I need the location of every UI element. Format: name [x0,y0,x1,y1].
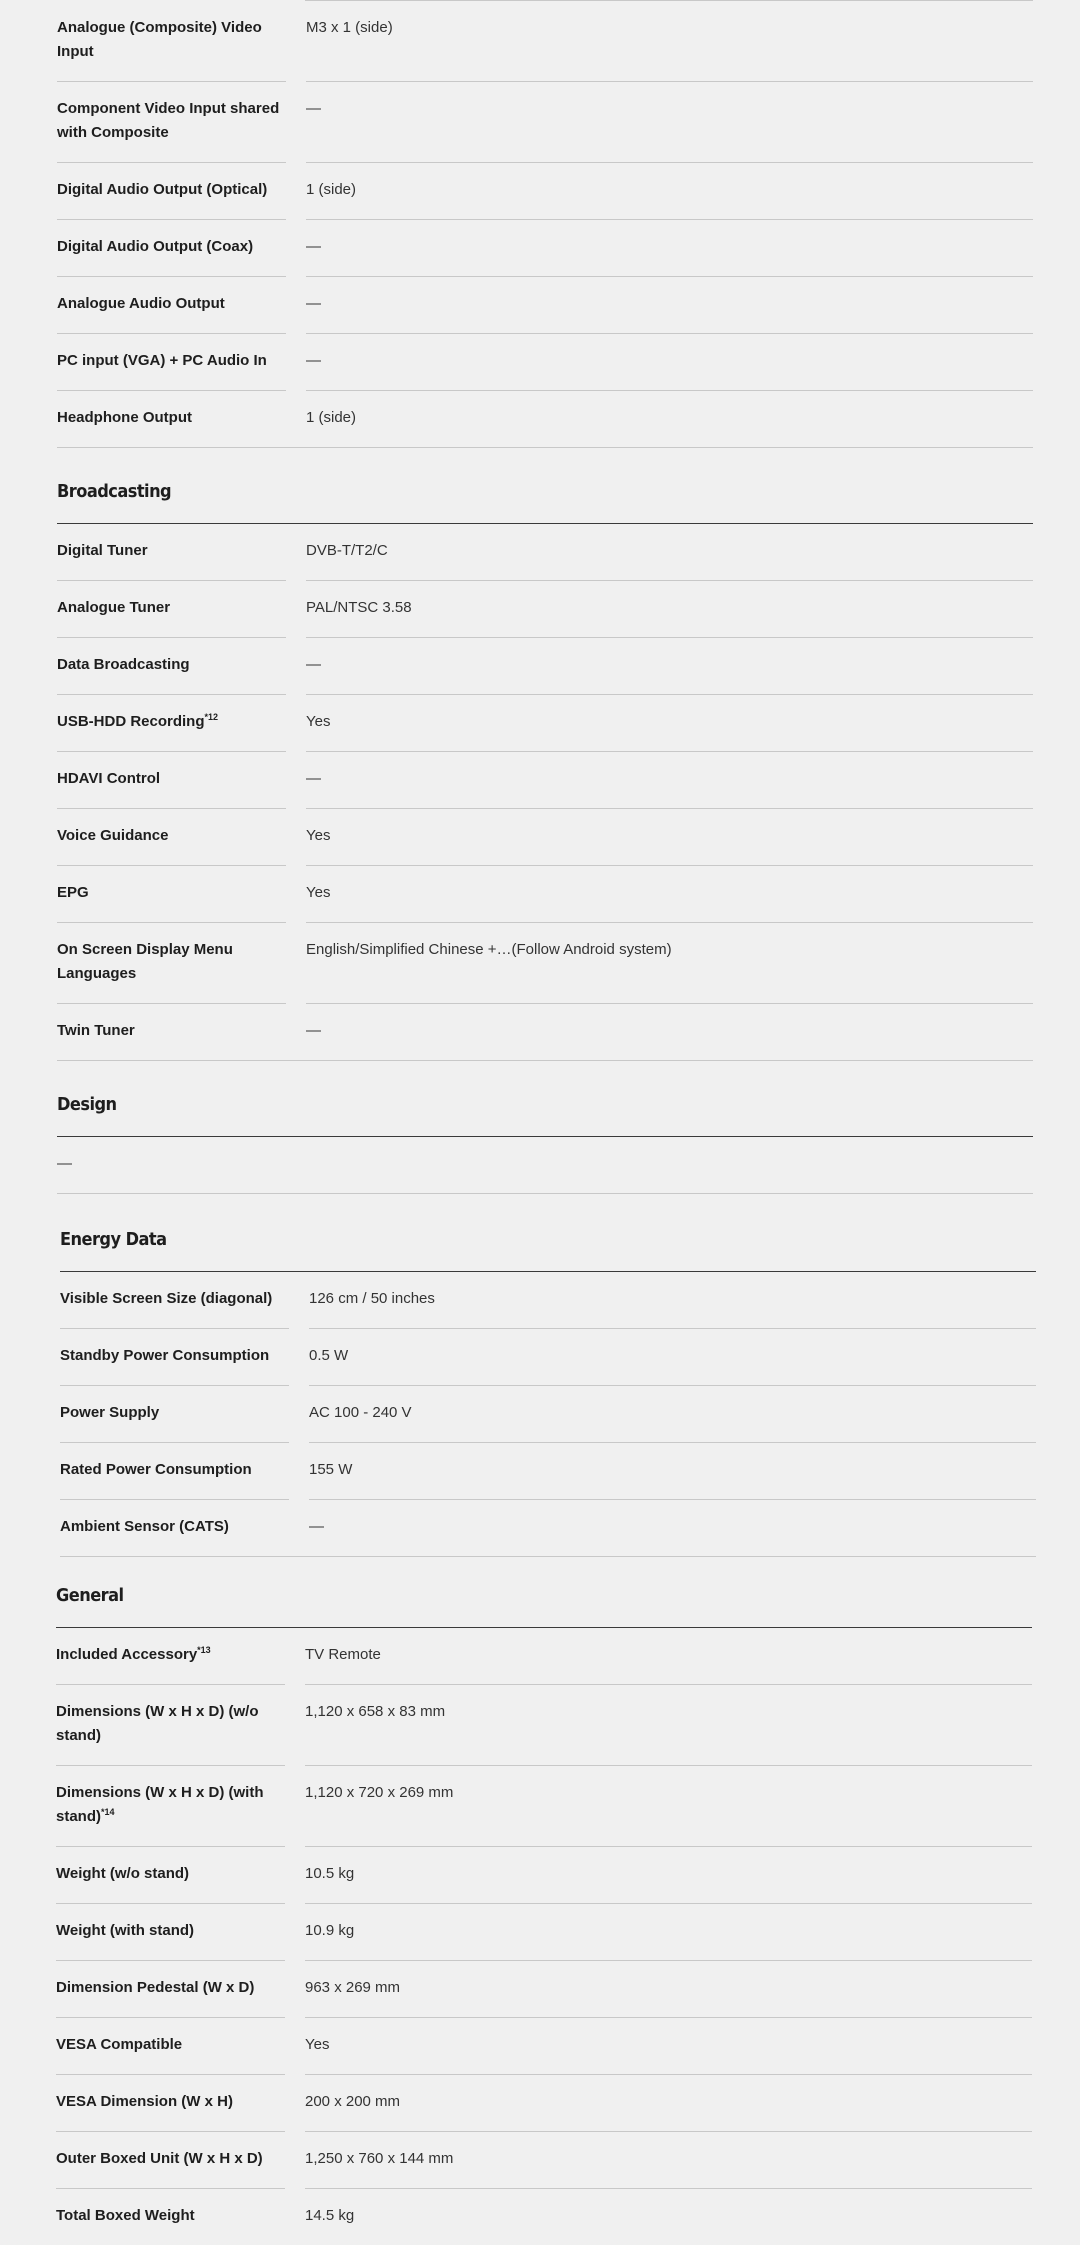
spec-value: — [306,1022,321,1039]
row-divider [60,1556,1036,1557]
spec-row [57,81,1033,162]
spec-row [57,808,1033,865]
row-divider [57,447,1033,448]
spec-row [57,580,1033,637]
spec-row [57,637,1033,694]
spec-row [57,390,1033,447]
spec-label: Analogue (Composite) Video Input [57,19,262,60]
spec-row [56,1684,1032,1765]
spec-value: TV Remote [305,1646,381,1663]
spec-value: 0.5 W [309,1347,349,1364]
spec-label: Weight (with stand) [56,1922,195,1939]
spec-label: Dimension Pedestal (W x D) [56,1979,255,1996]
spec-value: 155 W [309,1461,353,1478]
spec-label: Power Supply [60,1404,160,1421]
spec-row [56,1765,1032,1846]
spec-label: Included Accessory$^{*13}$ [56,1645,211,1663]
spec-row [57,922,1033,1003]
spec-row [57,1003,1033,1060]
spec-value: 200 x 200 mm [305,2093,401,2110]
spec-value: — [306,295,321,312]
spec-label: Digital Audio Output (Optical) [57,181,268,198]
spec-row [57,219,1033,276]
spec-row [60,1499,1036,1556]
spec-label: VESA Dimension (W x H) [56,2093,233,2110]
spec-value: AC 100 - 240 V [309,1404,412,1421]
spec-row [60,1385,1036,1442]
spec-value: 1,120 x 720 x 269 mm [305,1784,454,1801]
spec-label: Twin Tuner [57,1022,135,1039]
spec-row [57,276,1033,333]
spec-value: Yes [305,2036,330,2053]
spec-label: Dimensions (W x H x D) (w/o stand) [56,1703,259,1744]
spec-row [56,1846,1032,1903]
spec-label: VESA Compatible [56,2036,183,2053]
spec-row [57,1136,1033,1193]
spec-value: — [306,352,321,369]
spec-value: 1 (side) [306,181,357,198]
section-title: Design [57,1094,117,1115]
spec-value: 1,250 x 760 x 144 mm [305,2150,454,2167]
spec-value: — [309,1518,324,1535]
spec-row [57,523,1033,580]
spec-label: Analogue Audio Output [57,295,225,312]
spec-row [57,865,1033,922]
section-title: General [56,1585,124,1606]
spec-value: PAL/NTSC 3.58 [306,599,412,616]
spec-label: Outer Boxed Unit (W x H x D) [56,2150,263,2167]
spec-label: Headphone Output [57,409,192,426]
spec-label: On Screen Display Menu Languages [57,941,233,982]
spec-label: HDAVI Control [57,770,161,787]
spec-label: Visible Screen Size (diagonal) [60,1290,273,1307]
spec-label: Analogue Tuner [57,599,171,616]
spec-label: Digital Tuner [57,542,148,559]
spec-row [56,2188,1032,2245]
spec-row [60,1328,1036,1385]
spec-row [60,1442,1036,1499]
spec-row [56,1903,1032,1960]
spec-value: DVB-T/T2/C [306,542,388,559]
spec-label: Voice Guidance [57,827,169,844]
spec-value: — [306,100,321,117]
spec-value: 126 cm / 50 inches [309,1290,435,1307]
spec-value: 963 x 269 mm [305,1979,401,1996]
spec-label: PC input (VGA) + PC Audio In [57,352,267,369]
spec-row [56,1627,1032,1684]
spec-value: 14.5 kg [305,2207,355,2224]
spec-row [57,0,1033,81]
footnote-marker[interactable]: *13 [197,1645,211,1655]
spec-label: Data Broadcasting [57,656,190,673]
spec-value: English/Simplified Chinese +…(Follow Android system) [306,941,672,958]
spec-row [60,1271,1036,1328]
spec-label: Dimensions (W x H x D) (with stand)$^{*14}$ [56,1784,264,1825]
spec-row [57,694,1033,751]
spec-label: Standby Power Consumption [60,1347,270,1364]
spec-value: — [306,238,321,255]
spec-value: 1,120 x 658 x 83 mm [305,1703,446,1720]
spec-value: Yes [306,884,331,901]
spec-row [56,2131,1032,2188]
spec-value: Yes [306,827,331,844]
footnote-marker[interactable]: *14 [101,1807,115,1817]
spec-value: 10.9 kg [305,1922,355,1939]
spec-label: Total Boxed Weight [56,2207,195,2224]
spec-label: Rated Power Consumption [60,1461,252,1478]
spec-label: EPG [57,884,89,901]
spec-row [57,751,1033,808]
spec-row [57,162,1033,219]
spec-row [57,333,1033,390]
spec-row [56,2074,1032,2131]
spec-row [56,2017,1032,2074]
spec-label: Weight (w/o stand) [56,1865,190,1882]
spec-label: Ambient Sensor (CATS) [60,1518,229,1535]
row-divider [57,1060,1033,1061]
spec-value: — [57,1155,72,1172]
spec-value: Yes [306,713,331,730]
spec-value: 10.5 kg [305,1865,355,1882]
section-title: Broadcasting [57,481,172,502]
spec-label: Component Video Input shared with Composite [57,100,280,141]
spec-value: M3 x 1 (side) [306,19,393,36]
section-title: Energy Data [60,1229,167,1250]
spec-label: USB-HDD Recording$^{*12}$ [57,712,219,730]
spec-label: Digital Audio Output (Coax) [57,238,254,255]
spec-value: — [306,656,321,673]
row-divider [57,1193,1033,1194]
spec-value: 1 (side) [306,409,357,426]
footnote-marker[interactable]: *12 [204,712,219,722]
spec-row [56,1960,1032,2017]
spec-value: — [306,770,321,787]
